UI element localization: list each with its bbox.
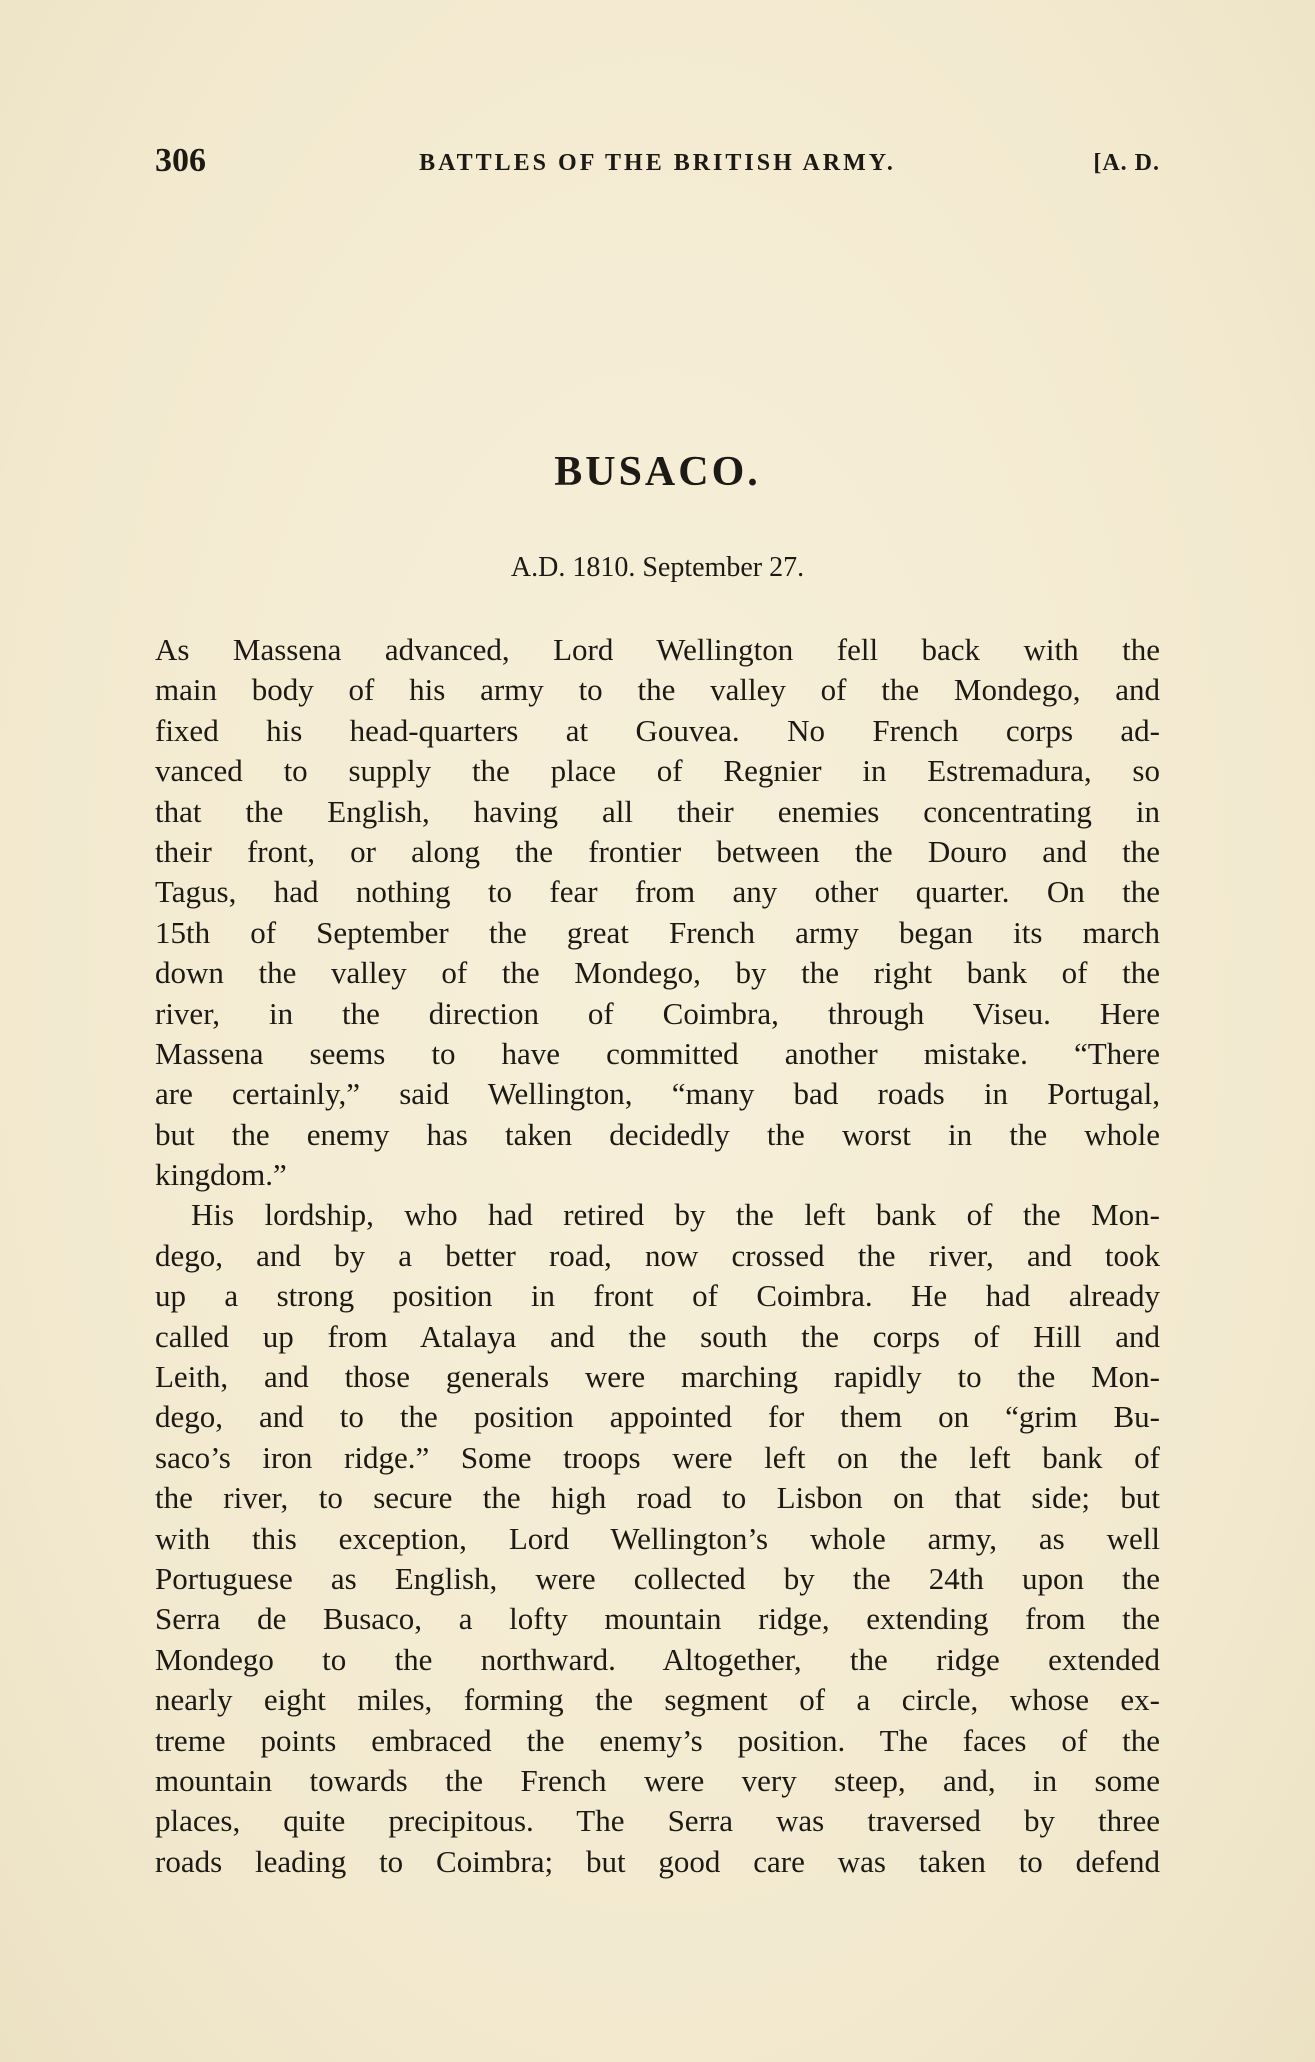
- text-line: down the valley of the Mondego, by the right bank of the: [155, 955, 1160, 991]
- text-line: are certainly,” said Wellington, “many bad roads in Portugal,: [155, 1076, 1160, 1112]
- text-line: Serra de Busaco, a lofty mountain ridge, extending from the: [155, 1601, 1160, 1637]
- text-line: dego, and to the position appointed for them on “grim Bu-: [155, 1399, 1160, 1435]
- text-line: but the enemy has taken decidedly the worst in the whole: [155, 1116, 1160, 1152]
- book-title: BATTLES OF THE BRITISH ARMY.: [419, 150, 896, 176]
- text-line: His lordship, who had retired by the left bank of the Mon-: [191, 1197, 1160, 1233]
- text-line: kingdom.”: [155, 1157, 287, 1193]
- text-line: 15th of September the great French army began its march: [155, 914, 1160, 950]
- text-line: fixed his head-quarters at Gouvea. No French corps ad-: [155, 712, 1160, 748]
- text-line: Portuguese as English, were collected by the 24th upon the: [155, 1560, 1160, 1596]
- text-line: As Massena advanced, Lord Wellington fell back with the: [155, 632, 1160, 667]
- text-line: vanced to supply the place of Regnier in Estremadura, so: [155, 753, 1160, 789]
- text-line: Leith, and those generals were marching rapidly to the Mon-: [155, 1359, 1160, 1395]
- text-line: saco’s iron ridge.” Some troops were left on the left bank of: [155, 1439, 1160, 1475]
- text-line: Mondego to the northward. Altogether, the ridge extended: [155, 1641, 1160, 1677]
- text-line: places, quite precipitous. The Serra was traversed by three: [155, 1803, 1160, 1839]
- text-line: dego, and by a better road, now crossed the river, and took: [155, 1237, 1160, 1273]
- body-text: [155, 630, 1160, 1882]
- text-line: the river, to secure the high road to Lisbon on that side; but: [155, 1480, 1160, 1516]
- text-line: mountain towards the French were very steep, and, in some: [155, 1762, 1160, 1798]
- text-line: called up from Atalaya and the south the corps of Hill and: [155, 1318, 1160, 1354]
- text-line: roads leading to Coimbra; but good care was taken to defend: [155, 1843, 1160, 1879]
- text-line: main body of his army to the valley of the Mondego, and: [155, 672, 1160, 708]
- page-number: 306: [155, 142, 206, 179]
- chapter-date: A.D. 1810. September 27.: [510, 552, 805, 583]
- text-line: their front, or along the frontier between the Douro and the: [155, 833, 1160, 869]
- text-line: up a strong position in front of Coimbra. He had already: [155, 1278, 1160, 1314]
- text-line: treme points embraced the enemy’s position. The faces of the: [155, 1722, 1160, 1758]
- era-label: [A. D.: [1093, 150, 1160, 176]
- text-line: Massena seems to have committed another mistake. “There: [155, 1035, 1160, 1071]
- text-line: Tagus, had nothing to fear from any other quarter. On the: [155, 874, 1160, 910]
- text-line: nearly eight miles, forming the segment of a circle, whose ex-: [155, 1682, 1160, 1718]
- text-line: river, in the direction of Coimbra, through Viseu. Here: [155, 995, 1160, 1031]
- text-line: with this exception, Lord Wellington’s whole army, as well: [155, 1520, 1160, 1556]
- text-line: that the English, having all their enemies concentrating in: [155, 793, 1160, 829]
- running-head: [155, 142, 1160, 188]
- chapter-title: BUSACO.: [554, 449, 761, 495]
